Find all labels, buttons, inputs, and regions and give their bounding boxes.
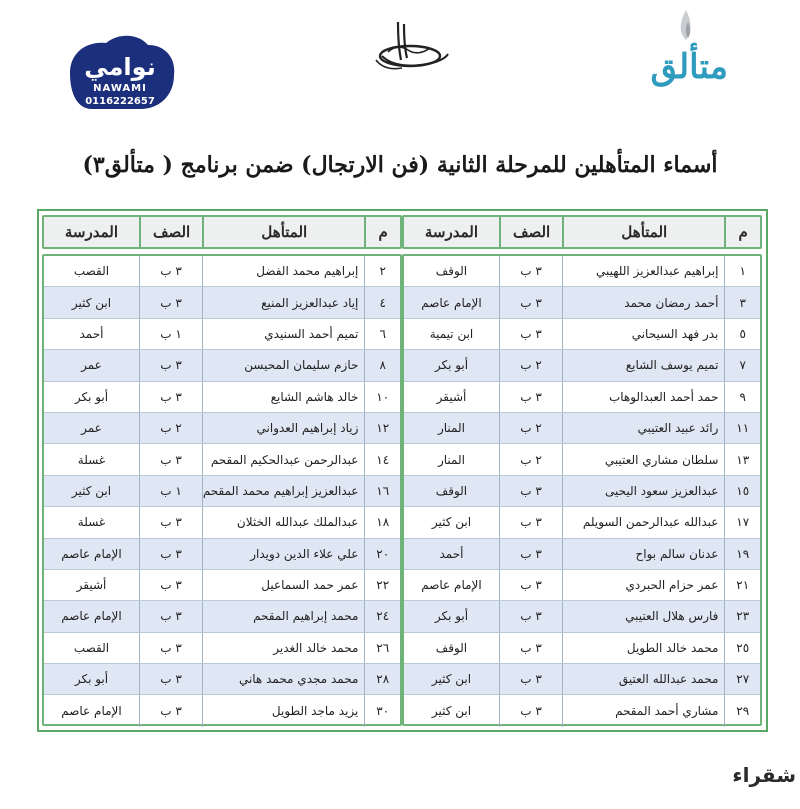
row-number: ١٣ — [724, 444, 760, 474]
row-school: ابن تيمية — [429, 326, 474, 341]
row-number: ٢٠ — [364, 539, 400, 569]
table-row — [44, 382, 400, 413]
row-name: عبدالعزيز سعود اليحيى — [562, 476, 724, 506]
col-school: المدرسة — [424, 223, 479, 241]
table-row — [404, 413, 760, 444]
table-row — [44, 601, 400, 632]
calligraphy-emblem-icon — [368, 16, 452, 76]
row-grade: ٣ ب — [139, 287, 202, 317]
row-school: الإمام عاصم — [421, 578, 482, 593]
row-number: ١٠ — [364, 382, 400, 412]
row-grade: ٣ ب — [139, 256, 202, 286]
row-school: أشيقر — [76, 578, 107, 593]
row-grade: ٣ ب — [139, 570, 202, 600]
row-school: أبو بكر — [74, 389, 109, 404]
row-name: محمد إبراهيم المقحم — [202, 601, 364, 631]
table-row — [404, 256, 760, 287]
row-grade: ٣ ب — [139, 444, 202, 474]
row-number: ٢٨ — [364, 664, 400, 694]
row-name: يزيد ماجد الطويل — [202, 695, 364, 726]
row-name: تميم أحمد السنيدي — [202, 319, 364, 349]
row-name: عمر حزام الحبردي — [562, 570, 724, 600]
row-name: زياد إبراهيم العدواني — [202, 413, 364, 443]
table-row — [404, 287, 760, 318]
table-row — [44, 256, 400, 287]
watermark-text: شقراء — [732, 763, 796, 787]
table-row — [44, 287, 400, 318]
table-row — [44, 444, 400, 475]
row-grade: ٣ ب — [499, 633, 562, 663]
row-number: ٢٢ — [364, 570, 400, 600]
row-number: ١٤ — [364, 444, 400, 474]
row-name: بدر فهد السيحاني — [562, 319, 724, 349]
row-grade: ١ ب — [139, 476, 202, 506]
table-row — [404, 570, 760, 601]
table-row — [404, 476, 760, 507]
row-name: رائد عبيد العتيبي — [562, 413, 724, 443]
row-number: ٢٦ — [364, 633, 400, 663]
row-name: عبدالرحمن عبدالحكيم المقحم — [202, 444, 364, 474]
table-row — [44, 413, 400, 444]
row-school: الوقف — [435, 264, 468, 279]
row-name: عمر حمد السماعيل — [202, 570, 364, 600]
row-grade: ٣ ب — [139, 664, 202, 694]
row-number: ١٧ — [724, 507, 760, 537]
row-school: القصب — [73, 640, 110, 655]
row-grade: ٢ ب — [499, 444, 562, 474]
row-name: علي علاء الدين دويدار — [202, 539, 364, 569]
col-number: م — [724, 217, 760, 247]
row-school: عمر — [81, 421, 102, 436]
qualifiers-table — [37, 209, 768, 732]
table-row — [44, 570, 400, 601]
col-name: المتأهل — [562, 217, 724, 247]
row-school: الإمام عاصم — [61, 704, 122, 719]
row-name: مشاري أحمد المقحم — [562, 695, 724, 726]
col-school: المدرسة — [64, 223, 119, 241]
row-name: محمد مجدي محمد هاني — [202, 664, 364, 694]
row-number: ١٦ — [364, 476, 400, 506]
table-row — [404, 350, 760, 381]
table-row — [404, 444, 760, 475]
table-header — [402, 215, 762, 249]
row-number: ١ — [724, 256, 760, 286]
table-row — [44, 350, 400, 381]
row-number: ٢٤ — [364, 601, 400, 631]
row-grade: ٣ ب — [499, 664, 562, 694]
row-grade: ٣ ب — [139, 350, 202, 380]
row-grade: ٣ ب — [139, 539, 202, 569]
row-number: ٢٥ — [724, 633, 760, 663]
row-school: أبو بكر — [434, 609, 469, 624]
table-row — [404, 601, 760, 632]
row-school: عمر — [81, 358, 102, 373]
row-number: ١١ — [724, 413, 760, 443]
row-number: ٥ — [724, 319, 760, 349]
row-grade: ٣ ب — [139, 633, 202, 663]
table-row — [404, 633, 760, 664]
row-name: إبراهيم عبدالعزيز اللهيبي — [562, 256, 724, 286]
row-school: ابن كثير — [71, 483, 112, 498]
table-row — [404, 695, 760, 726]
row-school: ابن كثير — [431, 704, 472, 719]
mutaaliq-logo — [652, 6, 728, 110]
table-row — [44, 539, 400, 570]
row-school: ابن كثير — [431, 672, 472, 687]
table-row — [404, 382, 760, 413]
table-row — [44, 476, 400, 507]
row-grade: ٣ ب — [499, 539, 562, 569]
row-school: المنار — [437, 421, 465, 436]
row-number: ٢١ — [724, 570, 760, 600]
row-school: الوقف — [435, 483, 468, 498]
table-row — [404, 539, 760, 570]
row-number: ١٩ — [724, 539, 760, 569]
row-school: الإمام عاصم — [61, 546, 122, 561]
col-grade: الصف — [139, 217, 202, 247]
row-grade: ٢ ب — [499, 350, 562, 380]
row-number: ٣٠ — [364, 695, 400, 726]
row-name: حمد أحمد العبدالوهاب — [562, 382, 724, 412]
row-school: ابن كثير — [71, 295, 112, 310]
table-row — [44, 695, 400, 726]
page-title: أسماء المتأهلين للمرحلة الثانية (فن الارتجال) ضمن برنامج ( متألق٣) — [82, 152, 718, 178]
row-number: ٩ — [724, 382, 760, 412]
table-row — [44, 664, 400, 695]
row-school: أبو بكر — [434, 358, 469, 373]
table-row — [404, 507, 760, 538]
row-grade: ٣ ب — [499, 287, 562, 317]
row-grade: ٣ ب — [499, 601, 562, 631]
row-school: أشيقر — [436, 389, 467, 404]
table-body — [402, 254, 762, 726]
row-name: حازم سليمان المحيسن — [202, 350, 364, 380]
row-grade: ٣ ب — [499, 570, 562, 600]
row-grade: ٣ ب — [499, 476, 562, 506]
nawami-phone: 0116222657 — [85, 96, 155, 107]
row-number: ٧ — [724, 350, 760, 380]
row-name: محمد خالد الغدير — [202, 633, 364, 663]
row-school: أبو بكر — [74, 672, 109, 687]
row-name: محمد عبدالله العتيق — [562, 664, 724, 694]
col-grade: الصف — [499, 217, 562, 247]
row-name: تميم يوسف الشايع — [562, 350, 724, 380]
row-school: غسلة — [77, 452, 106, 467]
table-row — [44, 633, 400, 664]
row-grade: ٣ ب — [499, 256, 562, 286]
row-number: ٤ — [364, 287, 400, 317]
row-number: ١٨ — [364, 507, 400, 537]
row-school: الإمام عاصم — [421, 295, 482, 310]
nawami-logo — [62, 33, 178, 113]
table-left-half — [42, 215, 402, 726]
row-grade: ٣ ب — [499, 695, 562, 726]
row-school: القصب — [73, 264, 110, 279]
row-number: ٢٣ — [724, 601, 760, 631]
row-number: ٨ — [364, 350, 400, 380]
row-number: ٢٧ — [724, 664, 760, 694]
row-name: عبدالله عبدالرحمن السويلم — [562, 507, 724, 537]
row-school: الوقف — [435, 640, 468, 655]
table-header — [42, 215, 402, 249]
row-name: خالد هاشم الشايع — [202, 382, 364, 412]
row-grade: ١ ب — [139, 319, 202, 349]
row-school: أحمد — [439, 546, 464, 561]
nawami-arabic-text: نوامي — [84, 53, 156, 81]
row-name: عبدالعزيز إبراهيم محمد المقحم — [202, 476, 364, 506]
row-number: ٣ — [724, 287, 760, 317]
row-school: أحمد — [79, 326, 104, 341]
table-body — [42, 254, 402, 726]
row-grade: ٣ ب — [139, 507, 202, 537]
row-grade: ٣ ب — [139, 382, 202, 412]
table-right-half — [402, 215, 762, 726]
row-grade: ٣ ب — [499, 319, 562, 349]
row-name: عدنان سالم بواح — [562, 539, 724, 569]
watermark-logo — [726, 763, 796, 797]
row-number: ١٢ — [364, 413, 400, 443]
row-grade: ٣ ب — [499, 382, 562, 412]
row-name: إياد عبدالعزيز المنيع — [202, 287, 364, 317]
row-number: ٢٩ — [724, 695, 760, 726]
row-name: محمد خالد الطويل — [562, 633, 724, 663]
row-school: ابن كثير — [431, 515, 472, 530]
row-school: المنار — [437, 452, 465, 467]
row-name: سلطان مشاري العتيبي — [562, 444, 724, 474]
table-row — [404, 664, 760, 695]
row-name: عبدالملك عبدالله الخثلان — [202, 507, 364, 537]
row-number: ٦ — [364, 319, 400, 349]
mutaaliq-logo-text: متألق — [650, 47, 728, 87]
row-grade: ٢ ب — [139, 413, 202, 443]
table-row — [404, 319, 760, 350]
col-number: م — [364, 217, 400, 247]
row-name: إبراهيم محمد الفضل — [202, 256, 364, 286]
row-school: الإمام عاصم — [61, 609, 122, 624]
row-name: أحمد رمضان محمد — [562, 287, 724, 317]
row-school: غسلة — [77, 515, 106, 530]
row-grade: ٣ ب — [139, 695, 202, 726]
row-number: ١٥ — [724, 476, 760, 506]
col-name: المتأهل — [202, 217, 364, 247]
table-row — [44, 507, 400, 538]
row-grade: ٣ ب — [139, 601, 202, 631]
row-number: ٢ — [364, 256, 400, 286]
row-name: فارس هلال العتيبي — [562, 601, 724, 631]
table-row — [44, 319, 400, 350]
nawami-latin-text: NAWAMI — [93, 83, 147, 94]
row-grade: ٣ ب — [499, 507, 562, 537]
row-grade: ٢ ب — [499, 413, 562, 443]
